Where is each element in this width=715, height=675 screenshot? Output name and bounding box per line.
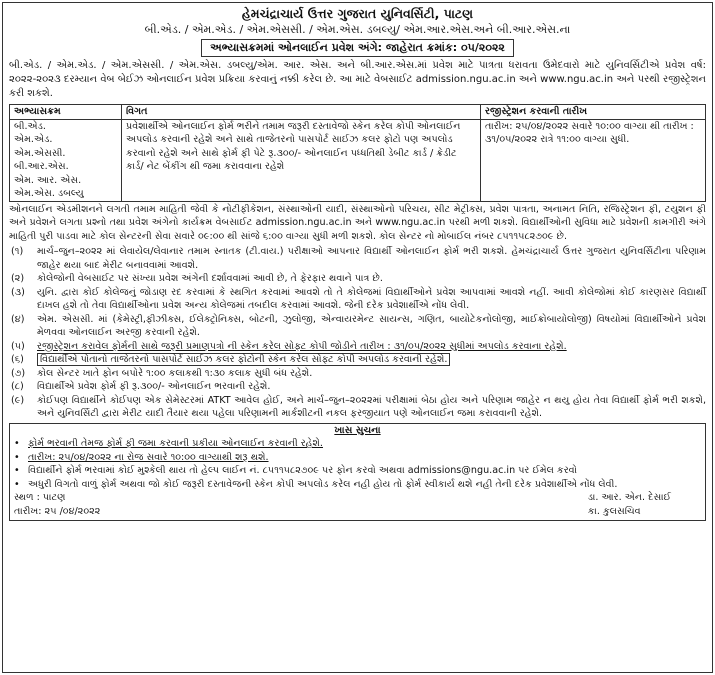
rule-item — [9, 286, 706, 313]
rule-text: એમ. એસસી. માં (કેમેસ્ટ્રી,ફીઝીક્સ, ઈલેક્ટ્રોનિક્સ, બોટની, ઝુલોજી, એન્વાયરમેન્ટ સાયન્સ, ગણિત, બાયોટેકનોલોજી, માઈક્રોબાયોલોજી) વિષયોમાં વિદ્યાર્થીઓને પ્રવેશ મેળવવા ઓનલાઈન અરજી કરવાની રહેશે. — [37, 313, 706, 338]
course-item: એમ.એસ. ડબલ્યુ — [14, 188, 84, 199]
footer-left — [14, 491, 100, 518]
details-cell: પ્રવેશાર્થીએ ઓનલાઈન ફોર્મ ભરીને તમામ જરૂરી દસ્તાવેજો સ્કેન કરેલ કોપી ઓનલાઈન અપલોડ કરવાની રહેશે અને સાથે તાજેતરનો પાસપોર્ટ સાઈઝ કલર ફોટો પણ અપલોડ કરવાનો રહેશે અને સાથે ફોર્મ ફી પેટે રૂ.૩૦૦/- ઓનલાઈન પધ્ધતિથી ડેબીટ કાર્ડ / ક્રેડીટ કાર્ડ/ નેટ બેંકીંગ થી જમા કરાવવાના રહેશે — [122, 119, 481, 201]
bullet-icon: • — [14, 451, 20, 463]
special-instructions-heading: ખાસ સુચના — [334, 424, 381, 436]
admission-table — [9, 104, 706, 202]
rule-number: (૯) — [11, 394, 25, 406]
course-item: બી.આર.એસ. — [14, 161, 69, 172]
info-paragraph: ઓનલાઈન એડમીશનને લગતી તમામ માહિતી જેવી કે નોટીફીકેશન, સંસ્થાઓની યાદી, સંસ્થાઓનો પરિચય, સીટ મેટ્રીક્સ, પ્રવેશ પાત્રતા, અનામત નિતિ, રજિસ્ટ્રેશન ફી, ટયુશન ફી અને પ્રવેશને લગતા પ્રશ્નો તથા પ્રવેશ અંગેનો કાર્યક્રમ વેબસાઈટ admission.ngu.ac.in અને www.ngu.ac.in પરથી મળી શકશે. વિદ્યાર્થીઓની સુવિધા માટે પ્રવેશની કામગીરી અંગે માહિતી પુરી પાડવા માટે કોલ સેન્ટરની સેવા સવારે ૦૯:૦૦ થી સાંજે ૬:૦૦ વાગ્યા સુધી મળી શકશે. કોલ સેન્ટર નો મોબાઈલ નંબર ૮૫૧૧૫૮૨૭૦૯ છે. — [9, 203, 706, 242]
rule-number: (૧) — [11, 246, 24, 257]
rule-text: કોલ સેન્ટર ખાતે ફોન બપોરે ૧:૦૦ કલાકથી ૧:૩૦ કલાક સુધી બંધ રહેશે. — [37, 367, 313, 379]
rule-item — [9, 245, 706, 272]
special-instructions-box — [9, 423, 706, 522]
table-header-course: અભ્યાસક્રમ — [10, 105, 122, 120]
rule-item — [9, 340, 706, 354]
rule-item — [9, 313, 706, 340]
table-header-details: વિગત — [122, 105, 481, 120]
rules-list — [9, 245, 706, 421]
special-item-text: ફોર્મ ભરવાની તેમજ ફોર્મ ફી જમા કરવાની પ્રકીયા ઓનલાઈન કરવાની રહેશે. — [28, 438, 323, 449]
special-item-text: તારીખ: ૨૫/૦૪/૨૦૨૨ ના રોજ સવારે ૧૦:૦૦ વાગ્યાથી શરૂ થશે. — [28, 451, 269, 463]
table-header-dates: રજીસ્ટ્રેશન કરવાની તારીખ — [481, 105, 706, 120]
special-item — [14, 478, 701, 492]
rule-item — [9, 367, 706, 381]
course-item: એમ. આર. એસ. — [14, 174, 82, 186]
rule-text: કોઈપણ વિદ્યાર્થીને કોઈપણ એક સેમેસ્ટરમાં ATKT આવેલ હોઈ, અને માર્ચ–જુન–૨૦૨૨માં પરીક્ષામાં બેઠા હોય અને પરિણામ જાહેર ન થયુ હોય તેવા વિદ્યાર્થી ફોર્મ ભરી શકશે, અને યુનિવર્સિટી દ્વારા મેરીટ યાદી તૈયાર થયા પહેલા પરિણામની માર્કશીટની નકલ ફરજીયાત પણે ઓનલાઈન જમા કરાવવાની રહેશે. — [37, 394, 706, 419]
rule-number: (૬) — [11, 354, 24, 365]
signatory-designation: કા. કુલસચિવ — [587, 505, 641, 517]
special-item — [14, 451, 701, 465]
footer — [14, 491, 701, 518]
dates-cell: તારીખ: ૨૫/૦૪/૨૦૨૨ સવારે ૧૦:૦૦ વાગ્યા થી તારીખ : ૩૧/૦૫/૨૦૨૨ રાત્રે ૧૧:૦૦ વાગ્યા સુધી. — [481, 119, 706, 201]
rule-text: રજીસ્ટ્રેશન કરાવેલ ફોર્મની સાથે જરૂરી પ્રમાણપત્રો ની સ્કેન કરેલ સોફ્ટ કોપી જોડીને તારીખ : ૩૧/૦૫/૨૦૨૨ સુધીમાં અપલોડ કરવાના રહેશે. — [37, 340, 567, 352]
bullet-icon: • — [14, 465, 20, 476]
rule-text: કોલેજોની વેબસાઈટ પર સંખ્યા પ્રવેશ અંગેની દર્શાવવામાં આવી છે, તે ફેરફાર થવાને પાત્ર છે. — [37, 273, 383, 284]
bullet-icon: • — [14, 478, 20, 490]
signature-block — [588, 491, 701, 518]
course-list — [10, 119, 122, 201]
table-row — [10, 119, 706, 201]
notice-number-box: અભ્યાસક્રમમાં ઓનલાઈન પ્રવેશ અંગે: જાહેરાત ક્રમાંક: ૦૫/૨૦૨૨ — [201, 39, 514, 57]
rule-number: (૨) — [11, 273, 25, 284]
rule-item — [9, 380, 706, 394]
special-item-text: અધુરી વિગતો વાળું ફોર્મ અથવા જો કોઈ જરૂરી દસ્તાવેજની સ્કેન કોપી અપલોડ કરેલ નહી હોય તો ફોર્મ સ્વીકાર્ય થશે નહી તેની દરેક પ્રવેશાર્થીએ નોંધ લેવી. — [28, 478, 618, 490]
course-item: એમ.એસસી. — [14, 147, 66, 159]
special-item-text: વિદ્યાર્થીને ફોર્મ ભરવામાં કોઈ મુશ્કેલી થાય તો હેલ્પ લાઈન નં. ૮૫૧૧૫૮૨૭૦૯ પર ફોન કરવો અથવા admissions@ngu.ac.in પર ઈમેલ કરવો — [28, 465, 578, 476]
rule-text: વિદ્યાર્થીએ પોતાનો તાજેતરનો પાસપોર્ટ સાઈઝ કલર ફોટોની સ્કેન કરેલ સોફ્ટ કોપી અપલોડ કરવાની રહેશે. — [37, 353, 450, 366]
rule-number: (૭) — [11, 367, 26, 379]
bullet-icon: • — [14, 438, 20, 449]
special-item — [14, 437, 701, 451]
signatory-name: ડા. આર. એન. દેસાઈ — [587, 492, 671, 503]
course-item: એમ.એડ. — [14, 134, 53, 145]
rule-number: (૩) — [11, 286, 25, 298]
university-title: હેમચંદ્રાચાર્ય ઉત્તર ગુજરાત યુનિવર્સિટી, પાટણ — [241, 6, 474, 21]
special-item — [14, 464, 701, 478]
rule-item — [9, 353, 706, 367]
place-label: સ્થળ : પાટણ — [14, 492, 66, 503]
rule-text: માર્ચ–જુન–૨૦૨૨ માં લેવાયેલ/લેવાનાર તમામ સ્નાતક (ટી.વાય.) પરીક્ષાઓ આપનાર વિદ્યાર્થી ઓનલાઈન ફોર્મ ભરી શકશે. હેમચંદ્રાચાર્ય ઉત્તર ગુજરાત યુનિવર્સિટીના પરિણામ જાહેર થયા બાદ મેરીટ બનાવવામાં આવશે. — [37, 246, 706, 271]
rule-number: (૮) — [11, 381, 24, 392]
rule-text: વિદ્યાર્થીએ પ્રવેશ ફોર્મ ફી રૂ.૩૦૦/- ઓનલાઈન ભરવાની રહેશે. — [37, 381, 271, 392]
course-item: બી.એડ. — [14, 120, 46, 132]
intro-paragraph: બી.એડ. / એમ.એડ. / એમ.એસસી. / એમ.એસ. ડબલ્યુ/એમ. આર. એસ. અને બી.આર.એસ.માં પ્રવેશ માટે પાત્રતા ધરાવતા ઉમેદવારો માટે યુનિવર્સિટીએ પ્રવેશ વર્ષ: ૨૦૨૨-૨૦૨૩ દરમ્યાન વેબ બેઈઝ ઓનલાઈન પ્રવેશ પ્રક્રિયા કરવાનું નક્કી કરેલ છે. આ માટે વેબસાઈટ admission.ngu.ac.in અને www.ngu.ac.in અને પરથી રજીસ્ટ્રેશન કરી શકશે. — [9, 60, 706, 99]
courses-subtitle: બી.એડ. / એમ.એડ. / એમ.એસસી. / એમ.એસ. ડબલ્યુ/ એમ.આર.એસ.અને બી.આર.એસ.ના — [144, 23, 571, 36]
rule-number: (૪) — [11, 313, 25, 325]
notice-document — [2, 2, 713, 673]
rule-item — [9, 272, 706, 286]
table-header-row — [10, 105, 706, 120]
date-label: તારીખ: ૨૫ /૦૪/૨૦૨૨ — [14, 505, 101, 517]
rule-text: યુનિ. દ્વારા કોઈ કોલેજનું જોડાણ રદ કરવામાં કે સ્થગિત કરવામાં આવશે તો તે કોલેજમાં વિદ્યાર્થીઓને પ્રવેશ આપવામાં આવશે નહીં. આવી કોલેજોમાં કોઈ કારણસર વિદ્યાર્થી દાખલ હશે તો તેવા વિદ્યાર્થીઓના પ્રવેશ અન્ય કોલેજમાં તબદીલ કરવામાં આવશે. જેની દરેક પ્રવેશાર્થીએ નોંધ લેવી. — [37, 286, 706, 311]
rule-item — [9, 394, 706, 421]
rule-number: (૫) — [11, 340, 25, 352]
